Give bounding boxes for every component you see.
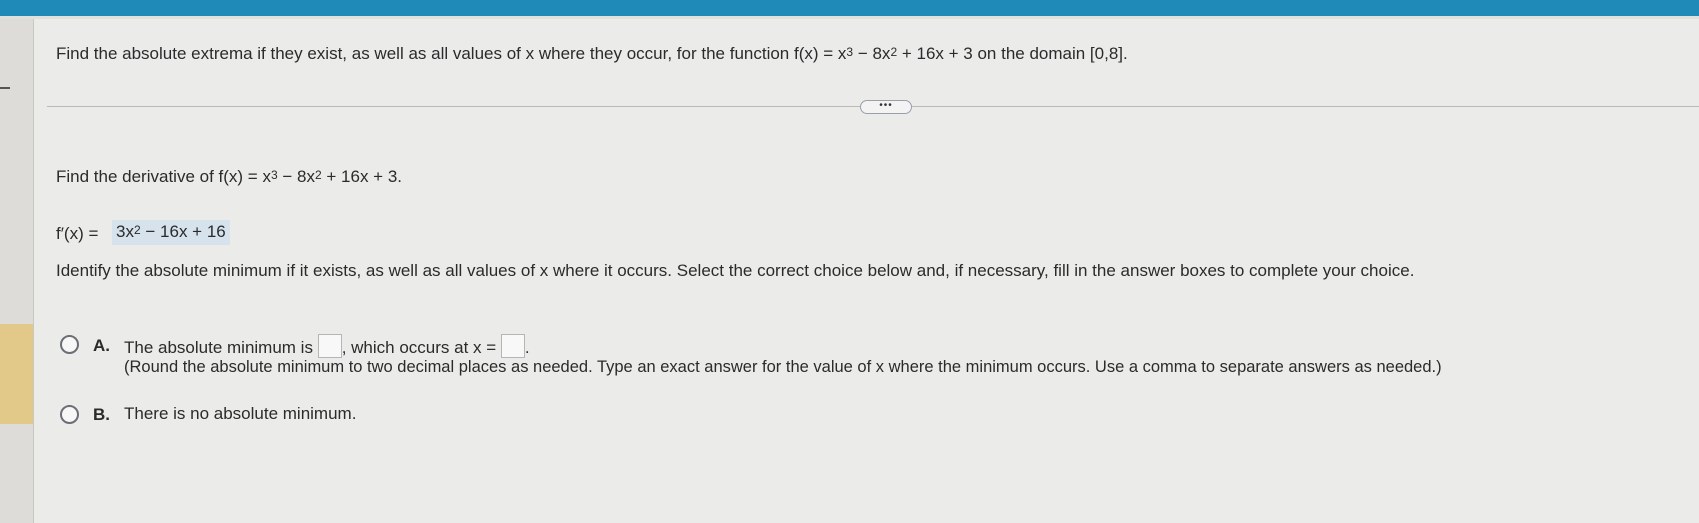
absolute-minimum-input[interactable]	[318, 334, 342, 358]
left-rail	[0, 19, 34, 523]
answer-exponent: 2	[133, 223, 141, 237]
more-options-button[interactable]: •••	[860, 100, 912, 114]
left-mark	[0, 87, 10, 89]
instruction-suffix: + 16x + 3.	[321, 167, 403, 186]
derivative-answer-box[interactable]	[112, 220, 230, 245]
derivative-instruction	[56, 167, 402, 188]
choice-a-note: (Round the absolute minimum to two decimal places as needed. Type an exact answer for the value of x where the minimum occurs. Use a comma to separate answers as needed.)	[124, 358, 1442, 376]
answer-suffix: − 16x + 16	[140, 222, 226, 241]
prompt-prefix: Find the absolute extrema if they exist, as well as all values of x where they occur, for the function f(x) = x	[56, 44, 847, 63]
choice-b-radio[interactable]	[60, 405, 79, 424]
prompt-exponent-2: 2	[890, 45, 898, 59]
choice-a-radio[interactable]	[60, 335, 79, 354]
instruction-prefix: Find the derivative of f(x) = x	[56, 167, 271, 186]
prompt-exponent-1: 3	[846, 45, 854, 59]
choice-a-text-before: The absolute minimum is	[124, 338, 318, 357]
choice-b-text: There is no absolute minimum.	[124, 404, 357, 423]
question-prompt	[56, 44, 1128, 65]
derivative-answer-label: f′(x) =	[56, 224, 99, 243]
left-highlight	[0, 324, 33, 424]
choice-a-text-middle: , which occurs at x =	[341, 338, 501, 357]
instruction-middle: − 8x	[277, 167, 315, 186]
instruction-exponent-1: 3	[270, 168, 278, 182]
instruction-exponent-2: 2	[314, 168, 322, 182]
choice-b-letter: B.	[93, 405, 110, 424]
answer-prefix: 3x	[116, 222, 134, 241]
choice-a-text	[124, 334, 530, 358]
x-value-input[interactable]	[501, 334, 525, 358]
prompt-suffix: + 16x + 3 on the domain [0,8].	[897, 44, 1128, 63]
prompt-middle: − 8x	[853, 44, 891, 63]
choice-a-text-after: .	[524, 338, 530, 357]
choice-a-letter: A.	[93, 336, 110, 355]
top-bar	[0, 0, 1699, 19]
minimum-instruction: Identify the absolute minimum if it exists, as well as all values of x where it occurs. Select the correct choice below and, if necessary, fill in the answer boxes to complete your choice.	[56, 261, 1415, 280]
